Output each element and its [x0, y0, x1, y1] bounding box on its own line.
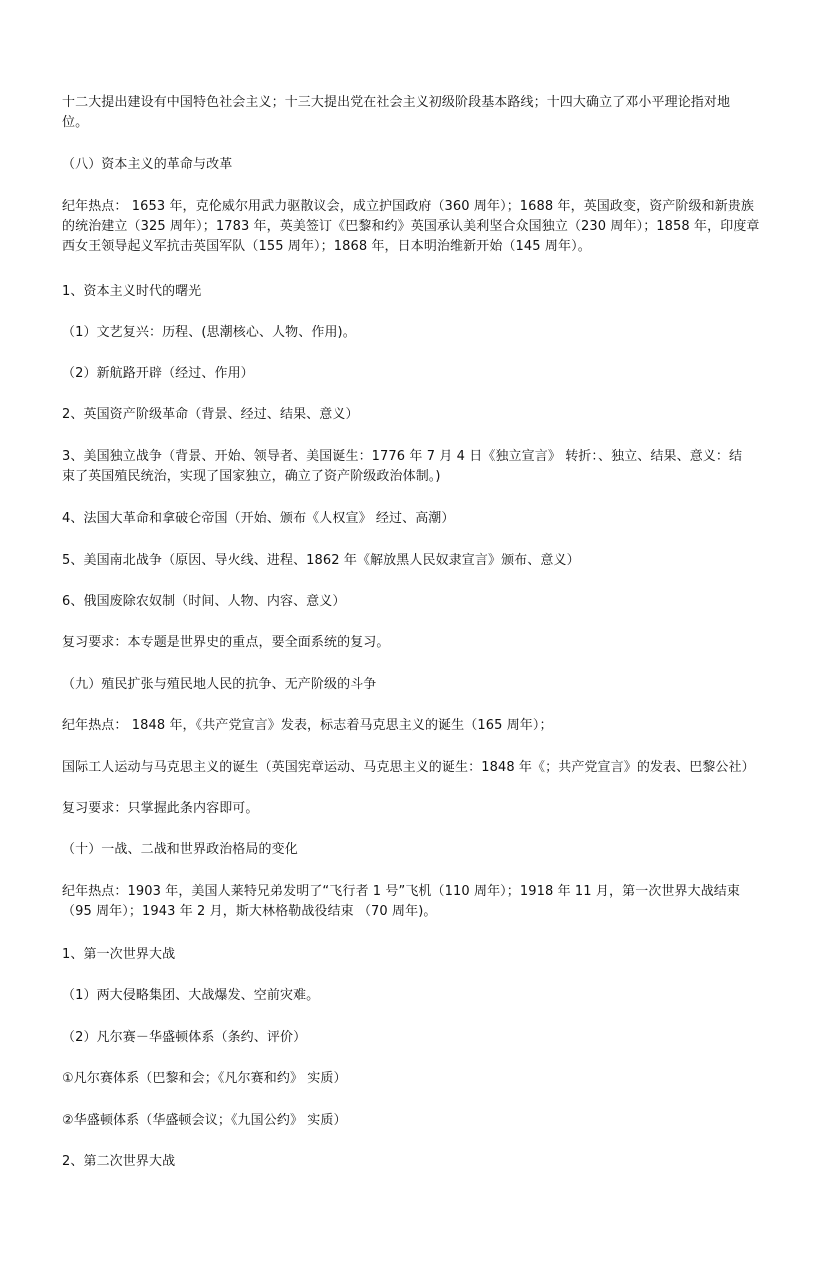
text-line: 复习要求：只掌握此条内容即可。 — [62, 801, 259, 816]
item-versailles-system — [62, 1069, 778, 1089]
subheading-capitalism-dawn — [62, 282, 778, 302]
item-french-revolution — [62, 509, 778, 529]
item-washington-system — [62, 1111, 778, 1131]
text-line: ①凡尔赛体系（巴黎和会；《凡尔赛和约》 实质） — [62, 1071, 347, 1086]
text-line: 复习要求：本专题是世界史的重点，要全面系统的复习。 — [62, 635, 390, 650]
text-line: 3、美国独立战争（背景、开始、领导者、美国诞生：1776 年 7 月 4 日《独立宣言》 转折：、独立、结果、意义：结 — [62, 449, 743, 464]
text-line: 束了英国殖民统治，实现了国家独立，确立了资产阶级政治体制。) — [62, 469, 441, 484]
subheading-world-war-1 — [62, 945, 778, 965]
text-line: 纪年热点： 1653 年，克伦威尔用武力驱散议会，成立护国政府（360 周年）；1688 年，英国政变，资产阶级和新贵族 — [62, 199, 755, 214]
text-line: （九）殖民扩张与殖民地人民的抗争、无产阶级的斗争 — [62, 677, 377, 692]
paragraph-anniversary-hotspots-8 — [62, 197, 778, 257]
text-line: （2）凡尔赛－华盛顿体系（条约、评价） — [62, 1030, 307, 1045]
paragraph-anniversary-hotspots-10 — [62, 882, 778, 922]
text-line: （八）资本主义的革命与改革 — [62, 157, 233, 172]
item-american-independence — [62, 447, 778, 487]
review-requirement-8 — [62, 633, 778, 653]
text-line: （1）文艺复兴：历程、(思潮核心、人物、作用)。 — [62, 325, 356, 340]
item-versailles-washington — [62, 1028, 778, 1048]
text-line: 纪年热点： 1848 年，《共产党宣言》发表，标志着马克思主义的诞生（165 周年）； — [62, 718, 553, 733]
text-line: 1、第一次世界大战 — [62, 947, 176, 962]
subheading-world-war-2 — [62, 1152, 778, 1172]
paragraph-anniversary-hotspots-9 — [62, 716, 778, 736]
item-russian-serfdom — [62, 592, 778, 612]
text-line: （十）一战、二战和世界政治格局的变化 — [62, 842, 298, 857]
text-line: ②华盛顿体系（华盛顿会议；《九国公约》 实质） — [62, 1113, 347, 1128]
text-line: 2、英国资产阶级革命（背景、经过、结果、意义） — [62, 407, 359, 422]
text-line: 纪年热点：1903 年，美国人莱特兄弟发明了“飞行者 1 号”飞机（110 周年）；1918 年 11 月，第一次世界大战结束 — [62, 884, 740, 899]
text-line: 1、资本主义时代的曙光 — [62, 284, 202, 299]
item-american-civil-war — [62, 551, 778, 571]
item-two-blocs — [62, 986, 778, 1006]
paragraph-party-congress — [62, 93, 778, 133]
text-line: 2、第二次世界大战 — [62, 1154, 176, 1169]
text-line: （2）新航路开辟（经过、作用） — [62, 366, 254, 381]
item-workers-movement — [62, 758, 778, 778]
item-renaissance — [62, 323, 778, 343]
section-heading-8 — [62, 155, 778, 175]
text-line: 6、俄国废除农奴制（时间、人物、内容、意义） — [62, 594, 346, 609]
text-line: （95 周年）；1943 年 2 月，斯大林格勒战役结束 （70 周年)。 — [62, 904, 437, 919]
item-english-revolution — [62, 405, 778, 425]
section-heading-9 — [62, 675, 778, 695]
item-new-sea-routes — [62, 364, 778, 384]
review-requirement-9 — [62, 799, 778, 819]
text-line: 西女王领导起义军抗击英国军队（155 周年）；1868 年，日本明治维新开始（145 周年）。 — [62, 239, 591, 254]
section-heading-10 — [62, 840, 778, 860]
text-line: （1）两大侵略集团、大战爆发、空前灾难。 — [62, 988, 320, 1003]
text-line: 国际工人运动与马克思主义的诞生（英国宪章运动、马克思主义的诞生：1848 年《；共产党宣言》的发表、巴黎公社） — [62, 760, 755, 775]
text-line: 十二大提出建设有中国特色社会主义；十三大提出党在社会主义初级阶段基本路线；十四大确立了邓小平理论指对地 — [62, 95, 731, 110]
text-line: 5、美国南北战争（原因、导火线、进程、1862 年《解放黑人民奴隶宣言》颁布、意义） — [62, 553, 580, 568]
text-line: 4、法国大革命和拿破仑帝国（开始、颁布《人权宣》 经过、高潮） — [62, 511, 455, 526]
text-line: 位。 — [62, 115, 89, 130]
text-line: 的统治建立（325 周年）；1783 年，英美签订《巴黎和约》英国承认美利坚合众国独立（230 周年）；1858 年，印度章 — [62, 219, 760, 234]
